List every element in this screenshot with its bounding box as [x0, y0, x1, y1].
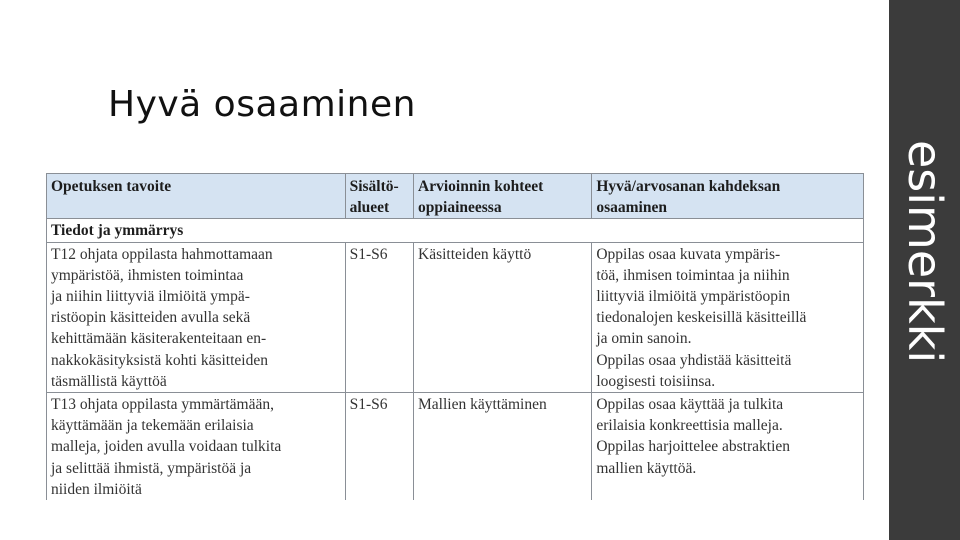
table-row	[47, 242, 864, 392]
header-good-competence: Hyvä/arvosanan kahdeksan osaaminen	[592, 174, 864, 219]
header-assessment-target: Arvioinnin kohteet oppiaineessa	[414, 174, 592, 219]
cell-goal: T12 ohjata oppilasta hahmottamaan ympäristöä, ihmisten toimintaa ja niihin liittyviä ilmiöitä ympä- ristöopin käsitteiden avulla sekä kehittämään käsiterakenteitaan en- nakkokäsityksistä kohti käsitteiden täsmällistä käyttöä	[47, 242, 346, 392]
cell-goal: T13 ohjata oppilasta ymmärtämään, käyttämään ja tekemään erilaisia malleja, joiden avulla voidaan tulkita ja selittää ihmistä, ympäristöä ja niiden ilmiöitä	[47, 393, 346, 501]
header-content-areas: Sisältö- alueet	[345, 174, 413, 219]
cell-content-areas: S1-S6	[345, 393, 413, 501]
cell-assessment-target: Käsitteiden käyttö	[414, 242, 592, 392]
slide-title: Hyvä osaaminen	[108, 84, 416, 125]
table-row	[47, 393, 864, 501]
table-header-row	[47, 174, 864, 219]
header-goal: Opetuksen tavoite	[47, 174, 346, 219]
cell-good-competence: Oppilas osaa kuvata ympäris- töä, ihmisen toimintaa ja niihin liittyviä ilmiöitä ympäristöopin tiedonalojen keskeisillä käsitteillä ja omin sanoin. Oppilas osaa yhdistää käsitteitä loogisesti toisiinsa.	[592, 242, 864, 392]
cell-content-areas: S1-S6	[345, 242, 413, 392]
table-section-row	[47, 219, 864, 242]
side-label: esimerkki	[898, 140, 952, 364]
curriculum-table	[46, 173, 864, 500]
cell-good-competence: Oppilas osaa käyttää ja tulkita erilaisia konkreettisia malleja. Oppilas harjoittelee abstraktien mallien käyttöä.	[592, 393, 864, 501]
cell-assessment-target: Mallien käyttäminen	[414, 393, 592, 501]
curriculum-table-image	[46, 173, 864, 507]
section-label: Tiedot ja ymmärrys	[47, 219, 864, 242]
